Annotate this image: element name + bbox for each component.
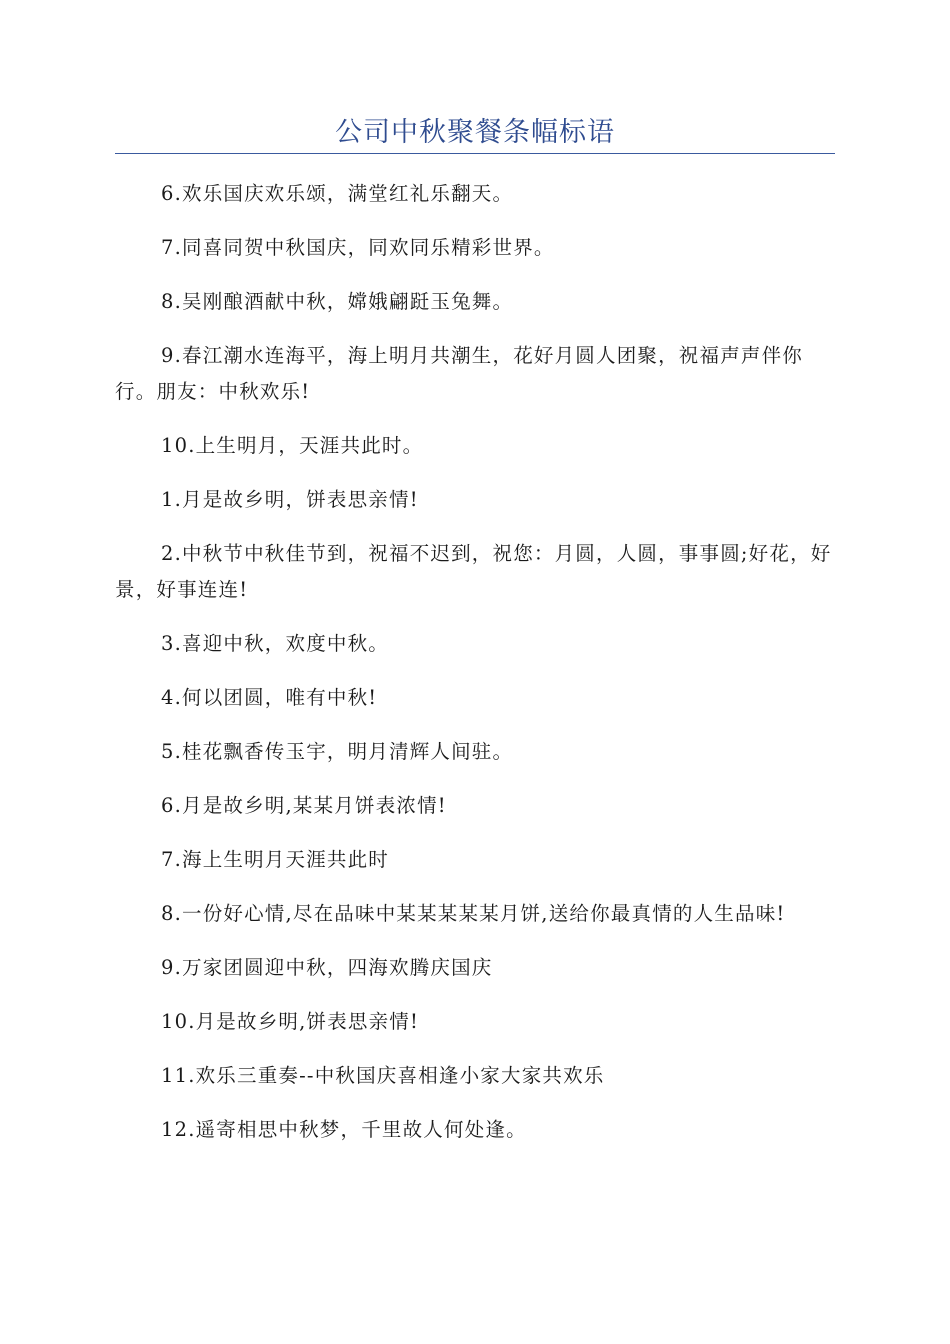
- title-underline: [115, 153, 835, 154]
- paragraph: 4.何以团圆，唯有中秋!: [161, 686, 378, 709]
- paragraph: 3.喜迎中秋，欢度中秋。: [161, 632, 390, 655]
- document-title: 公司中秋聚餐条幅标语: [335, 117, 615, 148]
- paragraph: 6.欢乐国庆欢乐颂，满堂红礼乐翻天。: [161, 182, 514, 205]
- paragraph: 5.桂花飘香传玉宇，明月清辉人间驻。: [161, 740, 514, 763]
- paragraph: 9.春江潮水连海平，海上明月共潮生，花好月圆人团聚，祝福声声伴你行。朋友：中秋欢乐!: [115, 344, 804, 403]
- paragraph: 9.万家团圆迎中秋，四海欢腾庆国庆: [161, 956, 493, 979]
- document-body: [115, 176, 835, 1166]
- paragraph: 1.月是故乡明，饼表思亲情!: [161, 488, 419, 511]
- paragraph: 2.中秋节中秋佳节到，祝福不迟到，祝您：月圆，人圆，事事圆;好花，好景，好事连连!: [115, 542, 832, 601]
- paragraph: 11.欢乐三重奏--中秋国庆喜相逢小家大家共欢乐: [161, 1064, 605, 1087]
- paragraph: 7.同喜同贺中秋国庆，同欢同乐精彩世界。: [161, 236, 555, 259]
- paragraph: 12.遥寄相思中秋梦，千里故人何处逢。: [161, 1118, 527, 1141]
- paragraph: 10.上生明月，天涯共此时。: [161, 434, 424, 457]
- paragraph: 8.一份好心情,尽在品味中某某某某某月饼,送给你最真情的人生品味!: [161, 902, 786, 925]
- paragraph: 6.月是故乡明,某某月饼表浓情!: [161, 794, 447, 817]
- paragraph: 8.吴刚酿酒献中秋，嫦娥翩跹玉兔舞。: [161, 290, 514, 313]
- paragraph: 7.海上生明月天涯共此时: [161, 848, 390, 871]
- paragraph: 10.月是故乡明,饼表思亲情!: [161, 1010, 420, 1033]
